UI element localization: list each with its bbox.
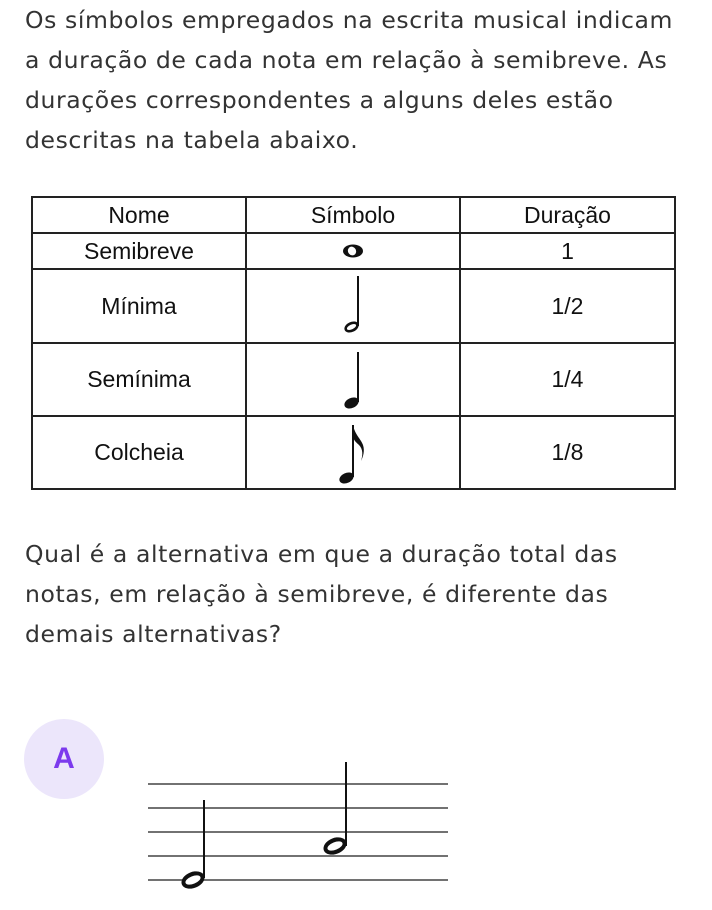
row-symbol [246,269,460,343]
row-name: Mínima [32,269,246,343]
staff-lines [148,784,448,880]
half-note-icon [338,274,368,338]
table-row [32,269,675,343]
note-duration-table [31,196,676,490]
question-paragraph: Qual é a alternativa em que a duração total das notas, em relação à semibreve, é diferente das demais alternativas? [25,540,618,648]
row-symbol [246,416,460,489]
header-symbol: Símbolo [246,197,460,233]
option-a-staff[interactable] [148,760,448,890]
row-duration: 1 [460,233,675,269]
header-duration: Duração [460,197,675,233]
row-duration: 1/8 [460,416,675,489]
eighth-note-icon [333,421,373,485]
whole-note-icon [338,241,368,261]
row-name: Semínima [32,343,246,416]
option-a-badge[interactable]: A [24,719,104,799]
half-note-icon [321,762,349,858]
row-name: Colcheia [32,416,246,489]
row-symbol [246,233,460,269]
row-duration: 1/4 [460,343,675,416]
table-row [32,233,675,269]
table-header-row [32,197,675,233]
table-row [32,343,675,416]
table-row [32,416,675,489]
row-duration: 1/2 [460,269,675,343]
half-note-icon [179,800,207,890]
header-name: Nome [32,197,246,233]
row-name: Semibreve [32,233,246,269]
intro-paragraph: Os símbolos empregados na escrita musical indicam a duração de cada nota em relação à semibreve. As durações correspondentes a alguns deles estão descritas na tabela abaixo. [25,6,674,154]
quarter-note-icon [338,348,368,412]
row-symbol [246,343,460,416]
